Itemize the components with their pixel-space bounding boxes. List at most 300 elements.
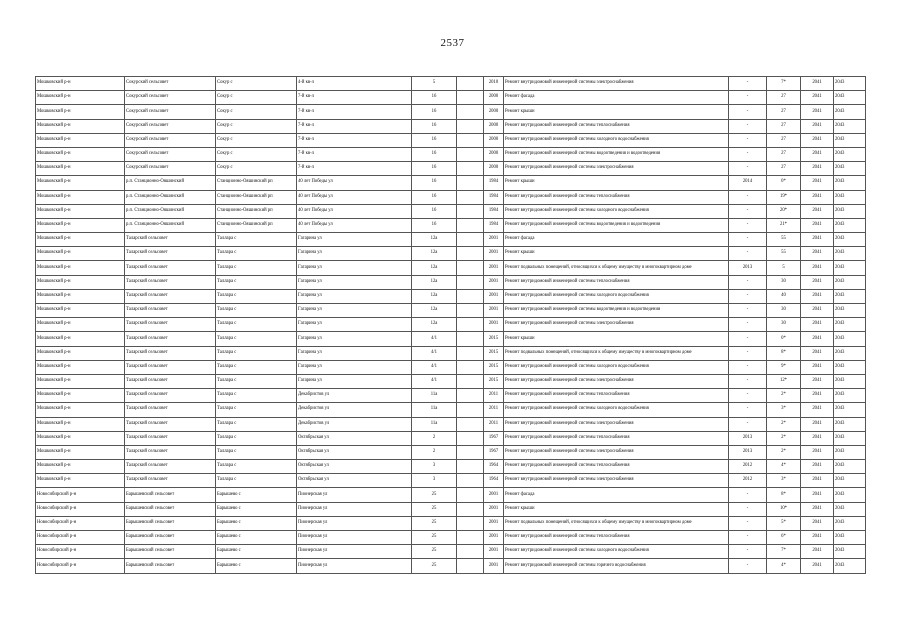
end-year-cell: 2043 — [834, 502, 866, 516]
built-year-cell: 2000 — [484, 133, 504, 147]
table-row — [36, 502, 866, 516]
council-cell: Барышевский сельсовет — [125, 559, 216, 573]
house-number-cell: 12а — [412, 233, 457, 247]
table-row — [36, 275, 866, 289]
building-cell — [457, 119, 484, 133]
building-cell — [457, 389, 484, 403]
table-row — [36, 346, 866, 360]
table-row — [36, 516, 866, 530]
end-year-cell: 2043 — [834, 559, 866, 573]
council-cell: Барышевский сельсовет — [125, 516, 216, 530]
house-number-cell: 16 — [412, 91, 457, 105]
repair-year-cell: - — [729, 389, 767, 403]
district-cell: Мошковский р-н — [36, 204, 125, 218]
end-year-cell: 2043 — [834, 133, 866, 147]
locality-cell: Таллара с — [216, 304, 297, 318]
built-year-cell: 1984 — [484, 176, 504, 190]
end-year-cell: 2043 — [834, 77, 866, 91]
street-cell: Пионерская ул — [297, 559, 412, 573]
wear-cell: 20* — [767, 204, 801, 218]
table-row — [36, 105, 866, 119]
house-number-cell: 16 — [412, 176, 457, 190]
street-cell: Пионерская ул — [297, 516, 412, 530]
end-year-cell: 2043 — [834, 218, 866, 232]
building-cell — [457, 502, 484, 516]
table-row — [36, 162, 866, 176]
district-cell: Мошковский р-н — [36, 91, 125, 105]
district-cell: Мошковский р-н — [36, 332, 125, 346]
street-cell: Пионерская ул — [297, 488, 412, 502]
building-cell — [457, 346, 484, 360]
wear-cell: 55 — [767, 247, 801, 261]
repair-year-cell: - — [729, 204, 767, 218]
building-cell — [457, 77, 484, 91]
repair-year-cell: - — [729, 346, 767, 360]
building-cell — [457, 91, 484, 105]
work-type-cell: Ремонт внутридомовой инженерной системы электроснабжения — [504, 417, 729, 431]
street-cell: 40 лет Победы ул — [297, 190, 412, 204]
council-cell: Таларский сельсовет — [125, 431, 216, 445]
table-row — [36, 360, 866, 374]
start-year-cell: 2041 — [801, 389, 834, 403]
locality-cell: Таллара с — [216, 417, 297, 431]
building-cell — [457, 261, 484, 275]
locality-cell: Барышево с — [216, 516, 297, 530]
council-cell: Таларский сельсовет — [125, 289, 216, 303]
repair-year-cell: - — [729, 374, 767, 388]
built-year-cell: 2001 — [484, 304, 504, 318]
wear-cell: 4* — [767, 460, 801, 474]
locality-cell: Таллара с — [216, 360, 297, 374]
district-cell: Мошковский р-н — [36, 417, 125, 431]
built-year-cell: 1984 — [484, 218, 504, 232]
wear-cell: 3* — [767, 474, 801, 488]
council-cell: р.п. Станционно-Ояшинский — [125, 204, 216, 218]
council-cell: Таларский сельсовет — [125, 233, 216, 247]
repair-year-cell: - — [729, 417, 767, 431]
building-cell — [457, 403, 484, 417]
end-year-cell: 2043 — [834, 403, 866, 417]
building-cell — [457, 332, 484, 346]
building-cell — [457, 176, 484, 190]
building-cell — [457, 218, 484, 232]
start-year-cell: 2041 — [801, 474, 834, 488]
street-cell: Гагарина ул — [297, 261, 412, 275]
council-cell: Таларский сельсовет — [125, 389, 216, 403]
street-cell: 40 лет Победы ул — [297, 176, 412, 190]
repair-year-cell: - — [729, 545, 767, 559]
district-cell: Мошковский р-н — [36, 77, 125, 91]
house-number-cell: 16 — [412, 162, 457, 176]
wear-cell: 30 — [767, 304, 801, 318]
repair-year-cell: 2013 — [729, 445, 767, 459]
council-cell: Барышевский сельсовет — [125, 531, 216, 545]
district-cell: Мошковский р-н — [36, 247, 125, 261]
work-type-cell: Ремонт внутридомовой инженерной системы водоотведения и водоотведения — [504, 304, 729, 318]
table-row — [36, 119, 866, 133]
start-year-cell: 2041 — [801, 204, 834, 218]
end-year-cell: 2043 — [834, 105, 866, 119]
repair-year-cell: - — [729, 91, 767, 105]
council-cell: р.п. Станционно-Ояшинский — [125, 176, 216, 190]
locality-cell: Таллара с — [216, 332, 297, 346]
table-row — [36, 488, 866, 502]
work-type-cell: Ремонт внутридомовой инженерной системы электроснабжения — [504, 162, 729, 176]
street-cell: 7-й кв-л — [297, 147, 412, 161]
table-row — [36, 91, 866, 105]
house-number-cell: 16 — [412, 190, 457, 204]
district-cell: Мошковский р-н — [36, 403, 125, 417]
house-number-cell: 16 — [412, 133, 457, 147]
house-number-cell: 25 — [412, 531, 457, 545]
wear-cell: 4* — [767, 559, 801, 573]
end-year-cell: 2043 — [834, 318, 866, 332]
locality-cell: Таллара с — [216, 431, 297, 445]
street-cell: 40 лет Победы ул — [297, 218, 412, 232]
locality-cell: Таллара с — [216, 261, 297, 275]
repair-year-cell: 2012 — [729, 474, 767, 488]
repair-year-cell: - — [729, 119, 767, 133]
building-cell — [457, 431, 484, 445]
start-year-cell: 2041 — [801, 445, 834, 459]
street-cell: Гагарина ул — [297, 332, 412, 346]
house-number-cell: 12а — [412, 275, 457, 289]
end-year-cell: 2043 — [834, 346, 866, 360]
start-year-cell: 2041 — [801, 502, 834, 516]
table-row — [36, 403, 866, 417]
repair-year-cell: - — [729, 105, 767, 119]
table-row — [36, 332, 866, 346]
built-year-cell: 2001 — [484, 488, 504, 502]
work-type-cell: Ремонт внутридомовой инженерной системы теплоснабжения — [504, 460, 729, 474]
work-type-cell: Ремонт крыши — [504, 332, 729, 346]
wear-cell: 2* — [767, 389, 801, 403]
built-year-cell: 2000 — [484, 119, 504, 133]
street-cell: Декабристов ул — [297, 389, 412, 403]
built-year-cell: 2001 — [484, 318, 504, 332]
wear-cell: 8* — [767, 488, 801, 502]
building-cell — [457, 445, 484, 459]
work-type-cell: Ремонт внутридомовой инженерной системы электроснабжения — [504, 77, 729, 91]
street-cell: Декабристов ул — [297, 417, 412, 431]
council-cell: Барышевский сельсовет — [125, 488, 216, 502]
district-cell: Мошковский р-н — [36, 389, 125, 403]
building-cell — [457, 147, 484, 161]
locality-cell: Таллара с — [216, 289, 297, 303]
building-cell — [457, 531, 484, 545]
start-year-cell: 2041 — [801, 162, 834, 176]
start-year-cell: 2041 — [801, 403, 834, 417]
table-row — [36, 289, 866, 303]
built-year-cell: 2001 — [484, 516, 504, 530]
wear-cell: 8* — [767, 346, 801, 360]
repair-year-cell: - — [729, 275, 767, 289]
council-cell: Таларский сельсовет — [125, 332, 216, 346]
council-cell: Таларский сельсовет — [125, 261, 216, 275]
built-year-cell: 2001 — [484, 289, 504, 303]
wear-cell: 55 — [767, 233, 801, 247]
house-number-cell: 12а — [412, 289, 457, 303]
wear-cell: 19* — [767, 190, 801, 204]
district-cell: Новосибирский р-н — [36, 516, 125, 530]
street-cell: Гагарина ул — [297, 247, 412, 261]
wear-cell: 7* — [767, 77, 801, 91]
wear-cell: 27 — [767, 133, 801, 147]
work-type-cell: Ремонт внутридомовой инженерной системы теплоснабжения — [504, 190, 729, 204]
district-cell: Мошковский р-н — [36, 190, 125, 204]
street-cell: Пионерская ул — [297, 531, 412, 545]
repair-year-cell: - — [729, 289, 767, 303]
start-year-cell: 2041 — [801, 360, 834, 374]
end-year-cell: 2043 — [834, 545, 866, 559]
start-year-cell: 2041 — [801, 417, 834, 431]
street-cell: 7-й кв-л — [297, 91, 412, 105]
district-cell: Мошковский р-н — [36, 105, 125, 119]
district-cell: Мошковский р-н — [36, 374, 125, 388]
district-cell: Мошковский р-н — [36, 346, 125, 360]
street-cell: 4-й кв-л — [297, 77, 412, 91]
repair-year-cell: - — [729, 403, 767, 417]
street-cell: Гагарина ул — [297, 346, 412, 360]
table-row — [36, 460, 866, 474]
house-number-cell: 4/1 — [412, 332, 457, 346]
council-cell: Таларский сельсовет — [125, 346, 216, 360]
district-cell: Мошковский р-н — [36, 474, 125, 488]
wear-cell: 3* — [767, 403, 801, 417]
repair-year-cell: - — [729, 318, 767, 332]
building-cell — [457, 105, 484, 119]
repair-year-cell: - — [729, 162, 767, 176]
street-cell: 7-й кв-л — [297, 119, 412, 133]
work-type-cell: Ремонт внутридомовой инженерной системы теплоснабжения — [504, 431, 729, 445]
wear-cell: 30 — [767, 275, 801, 289]
district-cell: Новосибирский р-н — [36, 531, 125, 545]
district-cell: Мошковский р-н — [36, 360, 125, 374]
wear-cell: 5* — [767, 516, 801, 530]
table-row — [36, 318, 866, 332]
built-year-cell: 2015 — [484, 360, 504, 374]
council-cell: Таларский сельсовет — [125, 403, 216, 417]
house-number-cell: 16 — [412, 119, 457, 133]
building-cell — [457, 417, 484, 431]
house-number-cell: 2 — [412, 431, 457, 445]
locality-cell: Сокур с — [216, 105, 297, 119]
repair-year-cell: - — [729, 502, 767, 516]
work-type-cell: Ремонт внутридомовой инженерной системы электроснабжения — [504, 374, 729, 388]
house-number-cell: 5 — [412, 77, 457, 91]
district-cell: Новосибирский р-н — [36, 545, 125, 559]
house-number-cell: 3 — [412, 474, 457, 488]
end-year-cell: 2043 — [834, 91, 866, 105]
street-cell: Гагарина ул — [297, 318, 412, 332]
work-type-cell: Ремонт внутридомовой инженерной системы теплоснабжения — [504, 389, 729, 403]
council-cell: Сокурский сельсовет — [125, 105, 216, 119]
building-cell — [457, 133, 484, 147]
building-cell — [457, 559, 484, 573]
wear-cell: 40 — [767, 289, 801, 303]
street-cell: Гагарина ул — [297, 233, 412, 247]
wear-cell: 12* — [767, 374, 801, 388]
end-year-cell: 2043 — [834, 417, 866, 431]
work-type-cell: Ремонт внутридомовой инженерной системы холодного водоснабжения — [504, 133, 729, 147]
wear-cell: 30 — [767, 318, 801, 332]
work-type-cell: Ремонт подвальных помещений, относящихся к общему имуществу в многоквартирном доме — [504, 516, 729, 530]
start-year-cell: 2041 — [801, 374, 834, 388]
end-year-cell: 2043 — [834, 247, 866, 261]
locality-cell: Сокур с — [216, 119, 297, 133]
work-type-cell: Ремонт внутридомовой инженерной системы водоотведения и водоотведения — [504, 218, 729, 232]
street-cell: Октябрьская ул — [297, 474, 412, 488]
built-year-cell: 1984 — [484, 204, 504, 218]
end-year-cell: 2043 — [834, 474, 866, 488]
council-cell: Сокурский сельсовет — [125, 91, 216, 105]
end-year-cell: 2043 — [834, 233, 866, 247]
table-row — [36, 176, 866, 190]
council-cell: Барышевский сельсовет — [125, 545, 216, 559]
end-year-cell: 2043 — [834, 516, 866, 530]
start-year-cell: 2041 — [801, 261, 834, 275]
locality-cell: Таллара с — [216, 460, 297, 474]
work-type-cell: Ремонт фасада — [504, 91, 729, 105]
built-year-cell: 1984 — [484, 190, 504, 204]
street-cell: Гагарина ул — [297, 374, 412, 388]
repair-year-cell: - — [729, 360, 767, 374]
work-type-cell: Ремонт внутридомовой инженерной системы холодного водоснабжения — [504, 289, 729, 303]
locality-cell: Таллара с — [216, 233, 297, 247]
street-cell: Гагарина ул — [297, 360, 412, 374]
work-type-cell: Ремонт подвальных помещений, относящихся к общему имуществу в многоквартирном доме — [504, 346, 729, 360]
district-cell: Мошковский р-н — [36, 233, 125, 247]
start-year-cell: 2041 — [801, 488, 834, 502]
council-cell: Таларский сельсовет — [125, 445, 216, 459]
house-number-cell: 12а — [412, 247, 457, 261]
council-cell: Сокурский сельсовет — [125, 77, 216, 91]
work-type-cell: Ремонт внутридомовой инженерной системы холодного водоснабжения — [504, 545, 729, 559]
end-year-cell: 2043 — [834, 289, 866, 303]
house-number-cell: 25 — [412, 488, 457, 502]
council-cell: Таларский сельсовет — [125, 360, 216, 374]
end-year-cell: 2043 — [834, 389, 866, 403]
table-row — [36, 233, 866, 247]
repair-year-cell: - — [729, 147, 767, 161]
built-year-cell: 1964 — [484, 474, 504, 488]
table-row — [36, 204, 866, 218]
end-year-cell: 2043 — [834, 275, 866, 289]
street-cell: Гагарина ул — [297, 275, 412, 289]
work-type-cell: Ремонт внутридомовой инженерной системы водоотведения и водоотведения — [504, 147, 729, 161]
repair-year-cell: 2012 — [729, 460, 767, 474]
locality-cell: Таллара с — [216, 445, 297, 459]
start-year-cell: 2041 — [801, 318, 834, 332]
end-year-cell: 2043 — [834, 488, 866, 502]
work-type-cell: Ремонт внутридомовой инженерной системы горячего водоснабжения — [504, 559, 729, 573]
building-cell — [457, 474, 484, 488]
building-cell — [457, 545, 484, 559]
repair-year-cell: - — [729, 77, 767, 91]
built-year-cell: 1967 — [484, 431, 504, 445]
building-cell — [457, 247, 484, 261]
built-year-cell: 2011 — [484, 389, 504, 403]
house-number-cell: 12а — [412, 318, 457, 332]
house-number-cell: 11а — [412, 403, 457, 417]
end-year-cell: 2043 — [834, 445, 866, 459]
house-number-cell: 12а — [412, 261, 457, 275]
repair-year-cell: - — [729, 218, 767, 232]
street-cell: Октябрьская ул — [297, 445, 412, 459]
district-cell: Мошковский р-н — [36, 119, 125, 133]
house-number-cell: 16 — [412, 204, 457, 218]
locality-cell: Таллара с — [216, 318, 297, 332]
wear-cell: 2* — [767, 445, 801, 459]
built-year-cell: 2001 — [484, 261, 504, 275]
start-year-cell: 2041 — [801, 119, 834, 133]
work-type-cell: Ремонт внутридомовой инженерной системы холодного водоснабжения — [504, 403, 729, 417]
end-year-cell: 2043 — [834, 304, 866, 318]
table-row — [36, 77, 866, 91]
repair-year-cell: - — [729, 559, 767, 573]
council-cell: Таларский сельсовет — [125, 318, 216, 332]
council-cell: Таларский сельсовет — [125, 374, 216, 388]
built-year-cell: 2000 — [484, 162, 504, 176]
building-cell — [457, 190, 484, 204]
registry-body — [36, 77, 866, 574]
built-year-cell: 2011 — [484, 417, 504, 431]
end-year-cell: 2043 — [834, 531, 866, 545]
end-year-cell: 2043 — [834, 374, 866, 388]
start-year-cell: 2041 — [801, 545, 834, 559]
wear-cell: 2* — [767, 431, 801, 445]
built-year-cell: 2000 — [484, 147, 504, 161]
district-cell: Новосибирский р-н — [36, 502, 125, 516]
repair-year-cell: - — [729, 332, 767, 346]
table-row — [36, 389, 866, 403]
table-row — [36, 304, 866, 318]
building-cell — [457, 204, 484, 218]
locality-cell: Станционно-Ояшинский рп — [216, 190, 297, 204]
wear-cell: 27 — [767, 119, 801, 133]
table-row — [36, 431, 866, 445]
district-cell: Мошковский р-н — [36, 304, 125, 318]
district-cell: Мошковский р-н — [36, 162, 125, 176]
house-number-cell: 12а — [412, 304, 457, 318]
work-type-cell: Ремонт внутридомовой инженерной системы электроснабжения — [504, 445, 729, 459]
locality-cell: Барышево с — [216, 559, 297, 573]
locality-cell: Барышево с — [216, 531, 297, 545]
repair-year-cell: - — [729, 233, 767, 247]
built-year-cell: 2015 — [484, 332, 504, 346]
street-cell: 7-й кв-л — [297, 105, 412, 119]
work-type-cell: Ремонт внутридомовой инженерной системы электроснабжения — [504, 474, 729, 488]
work-type-cell: Ремонт фасада — [504, 233, 729, 247]
start-year-cell: 2041 — [801, 516, 834, 530]
wear-cell: 7* — [767, 545, 801, 559]
wear-cell: 6* — [767, 531, 801, 545]
council-cell: Сокурский сельсовет — [125, 119, 216, 133]
wear-cell: 27 — [767, 105, 801, 119]
house-number-cell: 3 — [412, 460, 457, 474]
start-year-cell: 2041 — [801, 176, 834, 190]
end-year-cell: 2043 — [834, 431, 866, 445]
house-number-cell: 11а — [412, 417, 457, 431]
street-cell: Гагарина ул — [297, 304, 412, 318]
street-cell: Октябрьская ул — [297, 431, 412, 445]
work-type-cell: Ремонт внутридомовой инженерной системы теплоснабжения — [504, 531, 729, 545]
house-number-cell: 4/1 — [412, 360, 457, 374]
council-cell: Таларский сельсовет — [125, 460, 216, 474]
repair-year-cell: 2014 — [729, 176, 767, 190]
district-cell: Мошковский р-н — [36, 275, 125, 289]
repair-year-cell: 2013 — [729, 261, 767, 275]
